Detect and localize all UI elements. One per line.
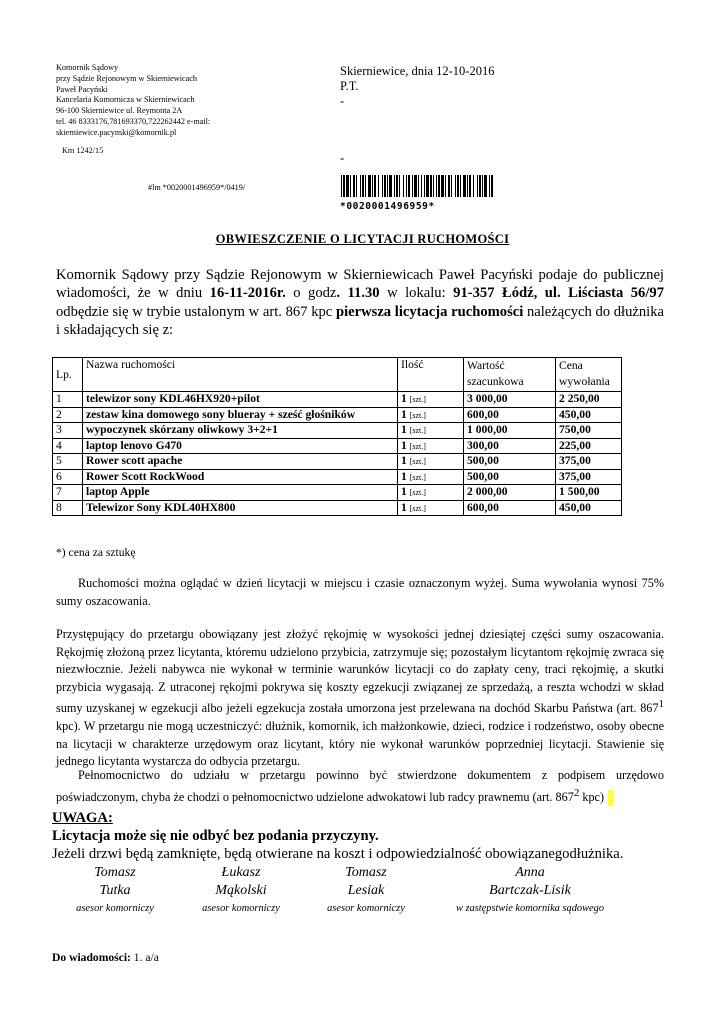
barcode-bar — [433, 175, 434, 197]
signature-code: #lm *0020001496959*/0419/ — [148, 183, 246, 192]
row-qty — [398, 500, 464, 516]
col-header: Lp. — [53, 358, 83, 392]
paragraph-text: Przystępujący do przetargu obowiązany jest złożyć rękojmię w wysokości jednej dziesiątej części sumy oszacowania. Rękojmię złożoną przez licytanta, któremu udzielono przybicia, zatrzymuje się; pozostałym licytantom rękojmię zwraca się niezwłocznie. Jeżeli nabywca nie wykonał w terminie warunków licytacji co do zapłaty ceny, traci rękojmię, a skutki przybicia wygasają. Z utraconej rękojmi pokrywa się koszty egzekucji związanej ze sprzedażą, a reszta wchodzi w skład sumy uzyskanej w egzekucji albo jeżeli egzekucja została umorzona jest przelewana na dochód Skarbu Państwa (art. 867 — [56, 627, 664, 716]
auction-address: 91-357 Łódź, ul. Liściasta 56/97 — [453, 285, 664, 302]
page-title: OBWIESZCZENIE O LICYTACJI RUCHOMOŚCI — [215, 232, 510, 246]
barcode-bar — [436, 175, 437, 197]
signatory-role: asesor komorniczy — [202, 903, 280, 914]
barcode-bar — [491, 175, 493, 197]
barcode-bar — [387, 175, 388, 197]
qty-unit: [szt.] — [409, 488, 426, 497]
qty-value: 1 — [401, 423, 407, 436]
barcode-bar — [484, 175, 487, 197]
place-date: Skierniewice, dnia 12-10-2016 — [340, 64, 495, 78]
col-header: Wartość szacunkowa — [464, 358, 556, 392]
signatory-first-name: Tomasz — [94, 865, 136, 880]
row-price: 450,00 — [556, 500, 622, 516]
paragraph-text: kpc). W przetargu nie mogą uczestniczyć: dłużnik, komornik, ich małżonkowie, dzieci, rodzice i rodzeństwo, osoby obecne na licytacji w charakterze urzędowym oraz licytant, który nie wykonał warunków poprzedniej licytacji. Stawienie się jednego licytanta wystarcza do odbycia przetargu. — [56, 719, 664, 769]
table-row — [53, 454, 622, 470]
barcode-bar — [426, 175, 429, 197]
intro-text: o godz — [285, 285, 337, 302]
paragraph-text: kpc) — [579, 789, 605, 804]
signatory-last-name: Lesiak — [347, 883, 385, 898]
dash-line: - — [340, 151, 345, 165]
qty-value: 1 — [401, 454, 407, 467]
barcode-bar — [438, 175, 440, 197]
table-row — [53, 500, 622, 516]
row-name: wypoczynek skórzany oliwkowy 3+2+1 — [83, 423, 398, 439]
distribution-label: Do wiadomości: — [52, 951, 131, 964]
qty-value: 1 — [401, 485, 407, 498]
row-price: 375,00 — [556, 454, 622, 470]
office-line: przy Sądzie Rejonowym w Skierniewicach — [56, 73, 197, 83]
signatory-role: asesor komorniczy — [76, 903, 154, 914]
barcode-bar — [356, 175, 357, 197]
proxy-paragraph — [56, 767, 664, 806]
row-value: 500,00 — [464, 454, 556, 470]
case-number: Km 1242/15 — [62, 146, 104, 155]
highlight-mark — [608, 790, 613, 806]
barcode-bar — [467, 175, 468, 197]
barcode-bar — [460, 175, 461, 197]
barcode-bar — [362, 175, 364, 197]
qty-unit: [szt.] — [409, 472, 426, 482]
warning-line: Jeżeli drzwi będą zamknięte, będą otwierane na koszt i odpowiedzialność obowiązanegodłużnika. — [52, 846, 624, 862]
barcode-bar — [382, 175, 383, 197]
items-table — [52, 357, 622, 516]
col-header: Nazwa ruchomości — [83, 358, 398, 392]
barcode-bar — [374, 175, 376, 197]
barcode-bar — [396, 175, 398, 197]
signatory-role: asesor komorniczy — [327, 903, 405, 914]
barcode-bar — [394, 175, 395, 197]
barcode-bar — [350, 175, 351, 197]
barcode-bar — [378, 175, 379, 197]
row-qty — [398, 423, 464, 439]
barcode-bar — [489, 175, 490, 197]
recipient-block — [340, 64, 494, 166]
barcode-bar — [463, 175, 466, 197]
row-value: 600,00 — [464, 407, 556, 423]
office-address-block — [56, 63, 210, 139]
qty-value: 1 — [401, 500, 407, 514]
signatory-first-name: Tomasz — [345, 865, 387, 880]
signatory-last-name: Mąkolski — [215, 883, 267, 898]
intro-text: Komornik Sądowy przy Sądzie Rejonowym w Skierniewicach Paweł Pacyński podaje do publicznej wiadomości, że w dniu — [56, 267, 664, 302]
row-price: 450,00 — [556, 407, 622, 423]
qty-unit: [szt.] — [409, 410, 426, 420]
row-lp: 7 — [53, 485, 83, 501]
row-name: telewizor sony KDL46HX920+pilot — [83, 392, 398, 408]
signatory-role: w zastępstwie komornika sądowego — [455, 903, 605, 914]
barcode-text: *0020001496959* — [340, 201, 435, 212]
barcode-bar — [418, 175, 419, 197]
qty-value: 1 — [401, 438, 407, 452]
barcode-bar — [424, 175, 425, 197]
row-name: Rower scott apache — [83, 454, 398, 470]
row-value: 2 000,00 — [464, 485, 556, 501]
barcode-bar — [408, 175, 410, 197]
barcode-bar — [360, 175, 361, 197]
barcode-bar — [473, 175, 474, 197]
barcode-bar — [479, 175, 481, 197]
barcode-bar — [451, 175, 452, 197]
row-price: 2 250,00 — [556, 392, 622, 408]
row-price: 750,00 — [556, 423, 622, 439]
row-name: Telewizor Sony KDL40HX800 — [83, 500, 398, 516]
signatory — [460, 864, 600, 900]
barcode-bar — [406, 175, 407, 197]
intro-paragraph — [56, 266, 664, 340]
auction-date: 16-11-2016r. — [209, 285, 286, 302]
barcode-bar — [384, 175, 386, 197]
row-value: 600,00 — [464, 500, 556, 516]
intro-text: odbędzie się w trybie ustalonym w art. 867 kpc — [56, 303, 336, 320]
row-qty — [398, 407, 464, 423]
row-qty — [398, 438, 464, 454]
qty-value: 1 — [401, 392, 407, 405]
barcode-bar — [346, 175, 349, 197]
qty-unit: [szt.] — [409, 395, 426, 404]
table-row — [53, 438, 622, 454]
office-line: Kancelaria Komornicza w Skierniewicach — [56, 95, 195, 105]
row-qty — [398, 485, 464, 501]
barcode-bar — [399, 175, 400, 197]
superscript: 1 — [658, 698, 664, 711]
barcode-bar — [341, 175, 342, 197]
barcode-bar — [343, 175, 345, 197]
table-row — [53, 423, 622, 439]
distribution-value: 1. a/a — [130, 951, 159, 964]
paragraph-text: Pełnomocnictwo do udziału w przetargu powinno być stwierdzone dokumentem z podpisem urzędowo poświadczonym, chyba że chodzi o pełnomocnictwo udzielone adwokatowi lub radcy prawnemu (art. 867 — [56, 768, 664, 804]
barcode-bar — [455, 175, 456, 197]
barcode-bar — [353, 175, 355, 197]
intro-text: w lokalu: — [379, 285, 454, 302]
table-row — [53, 407, 622, 423]
intro-text: należących do dłużnika i składających się z: — [56, 303, 664, 339]
office-line: Paweł Pacyński — [56, 84, 108, 94]
row-name: Rower Scott RockWood — [83, 469, 398, 485]
office-line: skierniewice.pacynski@komornik.pl — [56, 127, 177, 137]
barcode-bar — [469, 175, 471, 197]
row-lp: 6 — [53, 469, 83, 485]
barcode-bar — [372, 175, 373, 197]
table-row — [53, 485, 622, 501]
qty-value: 1 — [401, 469, 407, 483]
row-lp: 3 — [53, 423, 83, 439]
qty-value: 1 — [401, 407, 407, 421]
row-price: 375,00 — [556, 469, 622, 485]
signatory-first-name: Anna — [515, 865, 545, 880]
barcode-bar — [441, 175, 444, 197]
row-lp: 4 — [53, 438, 83, 454]
barcode-bar — [412, 175, 413, 197]
barcode-bar — [389, 175, 392, 197]
qty-unit: [szt.] — [409, 441, 426, 451]
signatory — [60, 864, 170, 900]
qty-unit: [szt.] — [409, 503, 426, 513]
barcode-bars — [340, 175, 495, 197]
signatory-last-name: Tutka — [99, 883, 131, 898]
auction-type: pierwsza licytacja ruchomości — [335, 303, 524, 320]
row-price: 1 500,00 — [556, 485, 622, 501]
row-lp: 5 — [53, 454, 83, 470]
footnote: *) cena za sztukę — [56, 546, 136, 559]
barcode — [340, 175, 495, 212]
table-header-row — [53, 358, 622, 392]
row-value: 500,00 — [464, 469, 556, 485]
row-lp: 8 — [53, 500, 83, 516]
superscript: 2 — [573, 786, 580, 799]
col-header: Ilość — [398, 358, 464, 392]
barcode-bar — [482, 175, 483, 197]
col-header: Cena wywołania — [556, 358, 622, 392]
deposit-paragraph — [56, 626, 664, 771]
warning-heading: UWAGA: — [52, 810, 113, 826]
auction-time: . 11.30 — [336, 285, 380, 302]
barcode-bar — [403, 175, 404, 197]
row-qty — [398, 392, 464, 408]
barcode-bar — [477, 175, 478, 197]
barcode-bar — [448, 175, 450, 197]
row-name: laptop lenovo G470 — [83, 438, 398, 454]
qty-unit: [szt.] — [409, 426, 426, 435]
barcode-bar — [421, 175, 422, 197]
barcode-bar — [414, 175, 417, 197]
row-name: laptop Apple — [83, 485, 398, 501]
barcode-bar — [445, 175, 446, 197]
signatory — [311, 864, 421, 900]
office-line: 96-100 Skierniewice ul. Reymonta 2A — [56, 106, 183, 116]
warning-line: Licytacja może się nie odbyć bez podania przyczyny. — [52, 828, 379, 844]
signatory — [186, 864, 296, 900]
barcode-bar — [368, 175, 371, 197]
row-value: 300,00 — [464, 438, 556, 454]
row-lp: 2 — [53, 407, 83, 423]
row-value: 1 000,00 — [464, 423, 556, 439]
table-row — [53, 469, 622, 485]
barcode-bar — [430, 175, 432, 197]
table-row — [53, 392, 622, 408]
row-qty — [398, 469, 464, 485]
row-qty — [398, 454, 464, 470]
signatory-first-name: Łukasz — [221, 865, 261, 880]
distribution-note — [52, 951, 159, 964]
row-name: zestaw kina domowego sony blueray + sześć głośników — [83, 407, 398, 423]
signatory-last-name: Bartczak-Lisik — [489, 883, 571, 898]
viewing-paragraph: Ruchomości można oglądać w dzień licytacji w miejscu i czasie oznaczonym wyżej. Suma wywołania wynosi 75% sumy oszacowania. — [56, 576, 664, 608]
office-line: tel. 46 8333176,781693370,722262442 e-mail: — [56, 116, 211, 126]
office-line: Komornik Sądowy — [56, 63, 119, 72]
row-lp: 1 — [53, 392, 83, 408]
pt-label: P.T. — [340, 79, 359, 93]
row-value: 3 000,00 — [464, 392, 556, 408]
dash-line: - — [340, 94, 345, 108]
barcode-bar — [365, 175, 366, 197]
barcode-bar — [457, 175, 459, 197]
row-price: 225,00 — [556, 438, 622, 454]
qty-unit: [szt.] — [409, 457, 426, 466]
